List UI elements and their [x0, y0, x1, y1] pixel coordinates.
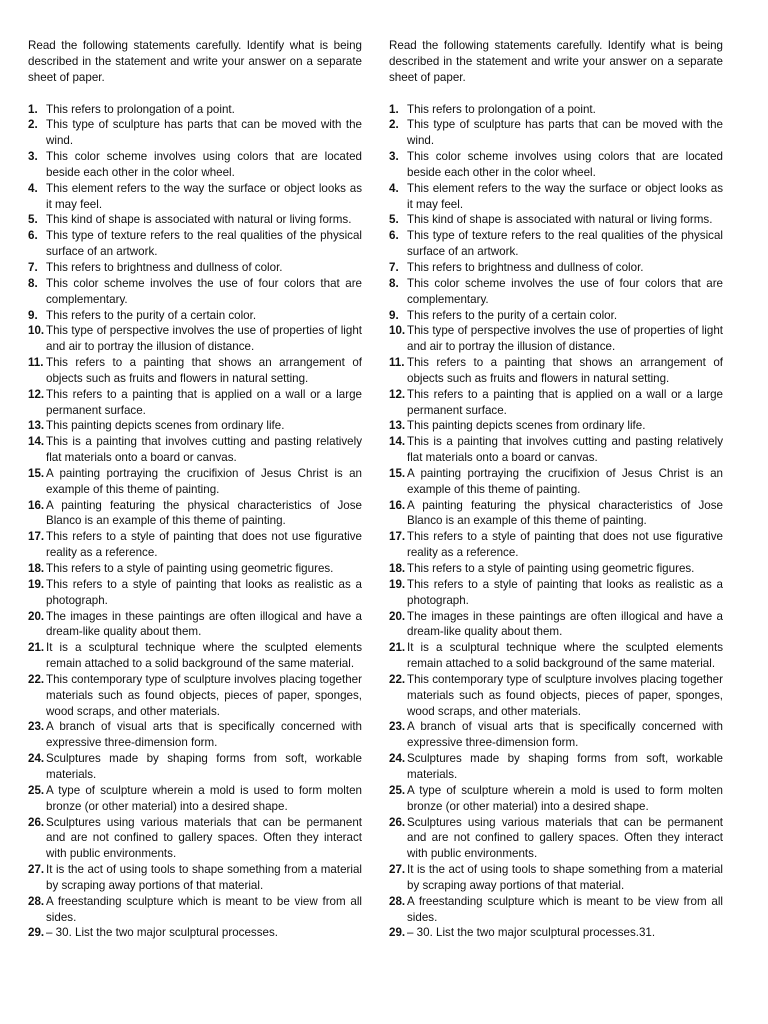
question-item	[28, 308, 362, 324]
question-text: This kind of shape is associated with natural or living forms.	[46, 213, 352, 227]
question-item	[28, 672, 362, 720]
question-text: Sculptures made by shaping forms from soft, workable materials.	[407, 752, 723, 781]
question-text: Sculptures using various materials that can be permanent and are not confined to gallery spaces. Often they interact with public environments.	[46, 815, 362, 861]
question-number: 5.	[389, 213, 399, 227]
question-item	[28, 117, 362, 149]
question-text: The images in these paintings are often illogical and have a dream-like quality about them.	[407, 609, 723, 639]
question-number: 8.	[389, 276, 399, 290]
question-text: This color scheme involves the use of four colors that are complementary.	[46, 276, 362, 306]
question-text: This contemporary type of sculpture involves placing together materials such as found objects, pieces of paper, sponges, wood scraps, and other materials.	[407, 672, 723, 718]
question-text: This painting depicts scenes from ordinary life.	[46, 419, 285, 433]
question-text: This refers to a painting that is applied on a wall or a large permanent surface.	[407, 387, 723, 417]
question-number: 17.	[28, 530, 45, 544]
question-text: This refers to a style of painting that looks as realistic as a photograph.	[46, 577, 362, 607]
question-item	[28, 212, 362, 228]
question-text: This painting depicts scenes from ordinary life.	[407, 419, 646, 433]
question-item	[28, 323, 362, 355]
question-item	[28, 434, 362, 466]
question-item	[28, 815, 362, 863]
question-text: A painting portraying the crucifixion of Jesus Christ is an example of this theme of painting.	[407, 466, 723, 496]
instructions: Read the following statements carefully. Identify what is being described in the statement and write your answer on a separate sheet of paper.	[389, 39, 723, 84]
question-text: A freestanding sculpture which is meant to be view from all sides.	[407, 894, 723, 924]
question-item	[389, 815, 723, 863]
question-number: 10.	[28, 324, 45, 338]
question-item	[28, 751, 362, 783]
question-number: 19.	[389, 577, 406, 591]
question-text: It is a sculptural technique where the sculpted elements remain attached to a solid background of the same material.	[407, 641, 723, 671]
question-text: A painting featuring the physical characteristics of Jose Blanco is an example of this theme of painting.	[407, 498, 723, 528]
question-item	[389, 862, 723, 894]
question-item	[389, 577, 723, 609]
question-item	[389, 672, 723, 720]
question-item	[28, 640, 362, 672]
question-number: 24.	[389, 752, 406, 766]
question-number: 18.	[28, 562, 45, 575]
question-text: This refers to prolongation of a point.	[407, 102, 596, 116]
question-number: 16.	[28, 498, 45, 512]
question-item	[28, 387, 362, 419]
question-text: A painting featuring the physical characteristics of Jose Blanco is an example of this theme of painting.	[46, 498, 362, 528]
question-text: This type of sculpture has parts that can be moved with the wind.	[46, 118, 362, 148]
question-number: 4.	[28, 181, 38, 195]
question-text: This element refers to the way the surface or object looks as it may feel.	[46, 181, 362, 211]
question-number: 1.	[389, 102, 399, 116]
question-text: This type of texture refers to the real qualities of the physical surface of an artwork.	[46, 229, 362, 259]
question-text: This refers to brightness and dullness of color.	[407, 260, 644, 274]
question-text: This is a painting that involves cutting and pasting relatively flat materials onto a board or canvas.	[46, 435, 362, 465]
question-text: This refers to a style of painting that does not use figurative reality as a reference.	[46, 530, 362, 560]
question-number: 16.	[389, 498, 406, 512]
question-text: This refers to a painting that is applied on a wall or a large permanent surface.	[46, 387, 362, 417]
question-list	[389, 102, 723, 942]
question-text: This refers to the purity of a certain color.	[407, 308, 618, 322]
question-number: 6.	[28, 229, 38, 243]
question-number: 10.	[389, 324, 406, 338]
question-list	[28, 102, 362, 942]
question-item	[28, 102, 362, 118]
question-number: 19.	[28, 577, 45, 591]
question-number: 4.	[389, 181, 399, 195]
question-item	[28, 149, 362, 181]
question-number: 29.	[389, 926, 406, 940]
question-number: 22.	[28, 672, 45, 686]
question-number: 5.	[28, 213, 38, 227]
question-number: 18.	[389, 562, 406, 575]
question-item	[389, 308, 723, 324]
question-text: This type of texture refers to the real qualities of the physical surface of an artwork.	[407, 229, 723, 259]
instructions: Read the following statements carefully. Identify what is being described in the statement and write your answer on a separate sheet of paper.	[28, 39, 362, 84]
question-item	[28, 355, 362, 387]
question-item	[28, 276, 362, 308]
question-number: 13.	[28, 419, 45, 433]
question-number: 14.	[28, 435, 45, 449]
question-number: 17.	[389, 530, 406, 544]
question-item	[28, 925, 362, 941]
question-text: The images in these paintings are often illogical and have a dream-like quality about them.	[46, 609, 362, 639]
question-text: This type of sculpture has parts that can be moved with the wind.	[407, 118, 723, 148]
question-item	[389, 149, 723, 181]
question-number: 22.	[389, 672, 406, 686]
question-number: 26.	[389, 815, 406, 829]
question-text: – 30. List the two major sculptural processes.31.	[407, 926, 656, 940]
question-number: 9.	[28, 308, 38, 322]
question-item	[389, 498, 723, 530]
question-item	[389, 894, 723, 926]
question-text: Sculptures using various materials that can be permanent and are not confined to gallery spaces. Often they interact with public environments.	[407, 815, 723, 861]
question-number: 25.	[389, 783, 406, 797]
question-item	[389, 925, 723, 941]
question-item	[389, 466, 723, 498]
question-item	[28, 577, 362, 609]
question-number: 28.	[389, 894, 406, 908]
question-item	[389, 418, 723, 434]
question-text: A type of sculpture wherein a mold is used to form molten bronze (or other material) into a desired shape.	[407, 783, 723, 813]
question-number: 13.	[389, 419, 406, 433]
question-text: This color scheme involves the use of four colors that are complementary.	[407, 276, 723, 306]
question-item	[389, 212, 723, 228]
question-number: 11.	[28, 356, 44, 370]
question-number: 27.	[28, 863, 45, 877]
question-item	[389, 783, 723, 815]
question-text: A branch of visual arts that is specifically concerned with expressive three-dimension form.	[407, 720, 723, 750]
question-number: 15.	[389, 466, 406, 480]
question-text: – 30. List the two major sculptural processes.	[46, 926, 278, 940]
question-text: This element refers to the way the surface or object looks as it may feel.	[407, 181, 723, 211]
question-number: 27.	[389, 863, 406, 877]
question-number: 6.	[389, 229, 399, 243]
question-item	[28, 418, 362, 434]
question-text: This kind of shape is associated with natural or living forms.	[407, 213, 713, 227]
question-text: This refers to a style of painting using geometric figures.	[46, 562, 334, 575]
question-item	[28, 529, 362, 561]
question-number: 8.	[28, 276, 38, 290]
question-text: A painting portraying the crucifixion of Jesus Christ is an example of this theme of painting.	[46, 466, 362, 496]
question-text: This refers to the purity of a certain color.	[46, 308, 257, 322]
question-number: 7.	[389, 260, 399, 274]
question-number: 20.	[389, 609, 406, 623]
question-number: 12.	[389, 387, 406, 401]
question-number: 23.	[28, 720, 45, 734]
question-text: This refers to a painting that shows an arrangement of objects such as fruits and flowers in natural setting.	[407, 356, 723, 385]
question-text: This refers to brightness and dullness of color.	[46, 260, 283, 274]
question-number: 7.	[28, 260, 38, 274]
question-item	[28, 181, 362, 213]
question-number: 14.	[389, 435, 406, 449]
question-item	[28, 228, 362, 260]
question-item	[28, 561, 362, 577]
question-text: This color scheme involves using colors that are located beside each other in the color wheel.	[46, 150, 362, 179]
question-item	[389, 609, 723, 641]
question-text: This refers to a style of painting that looks as realistic as a photograph.	[407, 577, 723, 607]
question-text: This refers to a style of painting that does not use figurative reality as a reference.	[407, 530, 723, 560]
question-text: A branch of visual arts that is specifically concerned with expressive three-dimension form.	[46, 720, 362, 750]
question-item	[389, 387, 723, 419]
question-number: 26.	[28, 815, 45, 829]
question-item	[389, 640, 723, 672]
question-number: 25.	[28, 783, 45, 797]
question-number: 12.	[28, 387, 45, 401]
question-item	[389, 434, 723, 466]
question-number: 21.	[389, 641, 406, 655]
question-number: 9.	[389, 308, 399, 322]
question-number: 3.	[28, 150, 38, 164]
question-text: It is the act of using tools to shape something from a material by scraping away portions of that material.	[46, 863, 362, 892]
question-item	[389, 260, 723, 276]
question-text: A type of sculpture wherein a mold is used to form molten bronze (or other material) into a desired shape.	[46, 783, 362, 813]
question-text: Sculptures made by shaping forms from soft, workable materials.	[46, 752, 362, 781]
question-text: This type of perspective involves the use of properties of light and air to portray the illusion of distance.	[46, 324, 362, 354]
question-number: 1.	[28, 102, 38, 116]
question-item	[389, 355, 723, 387]
question-item	[28, 609, 362, 641]
question-item	[389, 228, 723, 260]
question-number: 24.	[28, 752, 45, 766]
question-number: 2.	[28, 118, 38, 132]
question-number: 3.	[389, 150, 399, 164]
question-number: 2.	[389, 118, 399, 132]
question-item	[28, 466, 362, 498]
question-item	[389, 751, 723, 783]
question-text: This refers to prolongation of a point.	[46, 102, 235, 116]
question-item	[389, 181, 723, 213]
question-item	[389, 102, 723, 118]
question-item	[28, 498, 362, 530]
question-number: 21.	[28, 641, 45, 655]
question-item	[28, 862, 362, 894]
question-item	[389, 323, 723, 355]
question-text: This is a painting that involves cutting and pasting relatively flat materials onto a board or canvas.	[407, 435, 723, 465]
question-number: 29.	[28, 926, 45, 940]
question-number: 15.	[28, 466, 45, 480]
question-text: It is the act of using tools to shape something from a material by scraping away portions of that material.	[407, 863, 723, 892]
right-column	[389, 38, 723, 941]
question-item	[389, 276, 723, 308]
question-item	[28, 719, 362, 751]
question-item	[28, 260, 362, 276]
question-text: This contemporary type of sculpture involves placing together materials such as found objects, pieces of paper, sponges, wood scraps, and other materials.	[46, 672, 362, 718]
question-text: This type of perspective involves the use of properties of light and air to portray the illusion of distance.	[407, 324, 723, 354]
question-item	[28, 783, 362, 815]
left-column	[28, 38, 362, 941]
question-item	[389, 561, 723, 577]
question-text: This refers to a style of painting using geometric figures.	[407, 562, 695, 575]
question-item	[28, 894, 362, 926]
question-number: 28.	[28, 894, 45, 908]
question-text: It is a sculptural technique where the sculpted elements remain attached to a solid background of the same material.	[46, 641, 362, 671]
question-item	[389, 117, 723, 149]
question-text: This refers to a painting that shows an arrangement of objects such as fruits and flowers in natural setting.	[46, 356, 362, 385]
question-text: This color scheme involves using colors that are located beside each other in the color wheel.	[407, 150, 723, 179]
question-item	[389, 529, 723, 561]
question-number: 11.	[389, 356, 405, 370]
question-number: 20.	[28, 609, 45, 623]
question-text: A freestanding sculpture which is meant to be view from all sides.	[46, 894, 362, 924]
question-item	[389, 719, 723, 751]
question-number: 23.	[389, 720, 406, 734]
